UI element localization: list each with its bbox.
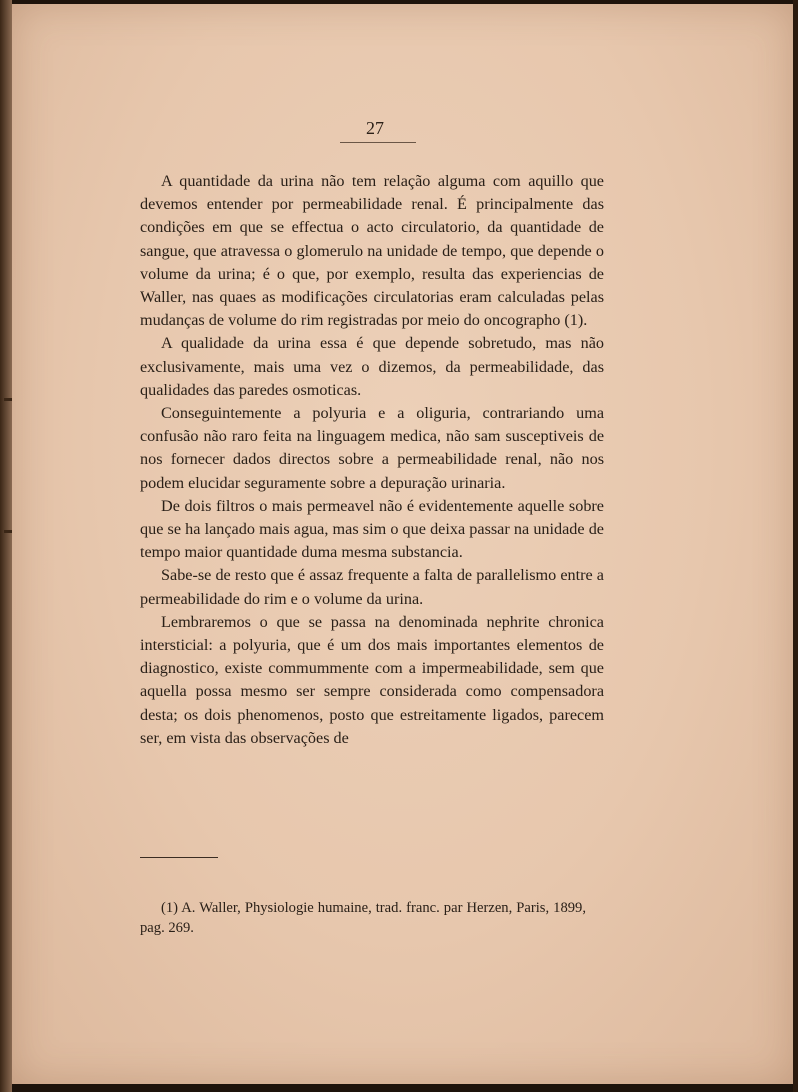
binding-edge [0, 0, 12, 1092]
paragraph: Lembraremos o que se passa na denominada nephrite chronica intersticial: a polyuria, que é um dos mais importantes elementos de diagnostico, existe commummente com a impermeabilidade, sem que aquella possa mesmo ser sempre considerada como compensadora desta; os dois phenomenos, posto que estreitamente ligados, parecem ser, em vista das observações de [140, 612, 604, 747]
header-rule [340, 142, 416, 143]
page-number: 27 [366, 118, 384, 138]
paragraph: Sabe-se de resto que é assaz frequente a falta de parallelismo entre a permeabilidade do rim e o volume da urina. [140, 566, 604, 608]
body-text [140, 170, 604, 750]
paragraph: A quantidade da urina não tem relação alguma com aquillo que devemos entender por permeabilidade renal. É principalmente das condições em que se effectua o acto circulatorio, da quantidade de sangue, que atravessa o glomerulo na unidade de tempo, que depende o volume da urina; é o que, por exemplo, resulta das experiencias de Waller, nas quaes as modificações circulatorias eram calculadas pelas mudanças de volume do rim registradas por meio do oncographo (1). [140, 172, 604, 330]
paragraph: Conseguintemente a polyuria e a oliguria, contrariando uma confusão não raro feita na linguagem medica, não sam susceptiveis de nos fornecer dados directos sobre a permeabilidade renal, não nos podem elucidar seguramente sobre a depuração urinaria. [140, 404, 604, 492]
page-edge [793, 0, 798, 1092]
paragraph: De dois filtros o mais permeavel não é evidentemente aquelle sobre que se ha lançado mais agua, mas sim o que deixa passar na unidade de tempo maior quantidade duma mesma substancia. [140, 496, 604, 562]
footnote-rule [140, 857, 218, 858]
paragraph: A qualidade da urina essa é que depende sobretudo, mas não exclusivamente, mais uma vez o dizemos, da permeabilidade, das qualidades das paredes osmoticas. [140, 334, 604, 399]
footnote: (1) A. Waller, Physiologie humaine, trad. franc. par Herzen, Paris, 1899, pag. 269. [140, 900, 586, 936]
